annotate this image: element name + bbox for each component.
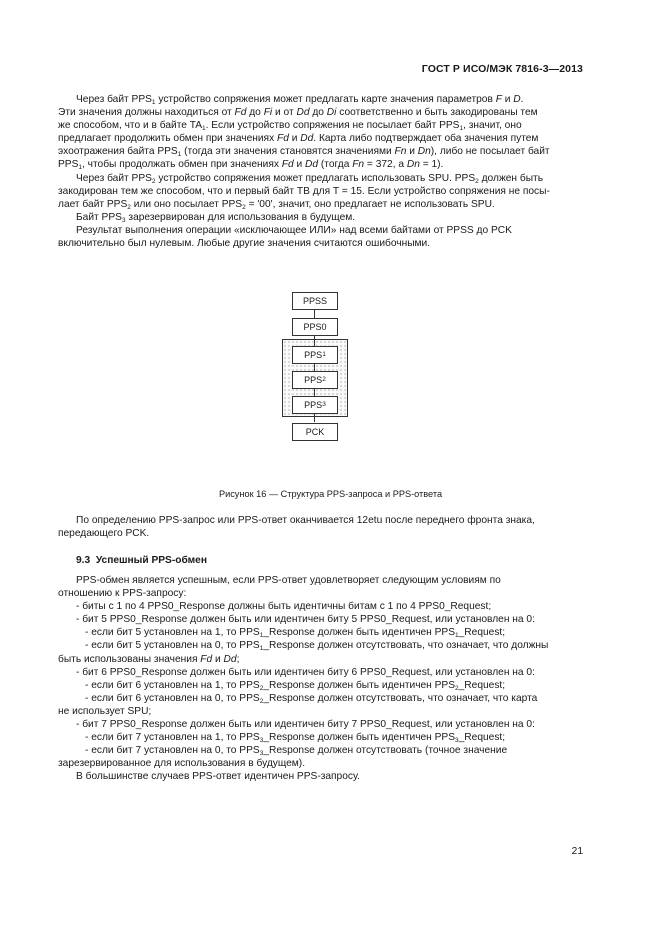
connector-line [314,310,315,318]
connector-line [314,336,315,346]
list-item: - бит 7 PPS0_Response должен быть или идентичен биту 7 PPS0_Request, или установлен на 0: [76,719,535,731]
list-item-continuation: зарезервированное для использования в будущем). [58,758,306,770]
list-item: - если бит 5 установлен на 0, то $PPS_1\_Response$ должен отсутствовать, что означает, что должны [85,640,549,653]
document-header: ГОСТ Р ИСО/МЭК 7816-3—2013 [421,63,583,75]
page-number: 21 [571,846,583,857]
list-item: - если бит 5 установлен на 1, то $PPS_1\_Response$ должен быть идентичен $PPS_1\_Request$; [85,627,506,640]
connector-line [314,364,315,371]
section-heading: 9.3 Успешный PPS-обмен [76,555,207,566]
body-text-etu [58,514,584,540]
list-item: - бит 6 PPS0_Response должен быть или идентичен биту 6 PPS0_Request, или установлен на 0: [76,666,535,678]
list-item: - если бит 7 установлен на 1, то $PPS_3\_Response$ должен быть идентичен $PPS_3\_Request$; [85,732,506,745]
list-item-continuation: быть использованы значения Fd и Dd; [58,653,240,665]
list-item: - если бит 6 установлен на 1, то $PPS_2\_Response$ должен быть идентичен $PPS_2\_Request$; [85,679,506,692]
body-text-top [58,93,584,250]
paragraph-pps2: Через байт $PPS_2$ устройство сопряжения может предлагать использовать SPU. $PPS_2$ должен быть закодирован тем же способом, что и первый байт TB для T = 15. Если устройство сопряжения не посы- лает байт $PPS_2$ или оно посылает $PPS_2$ = '00', значит, оно предлагает не использовать SPU. [58,172,550,211]
paragraph-pps3: Байт $PPS_3$ зарезервирован для использования в будущем. [76,211,356,224]
paragraph-conclusion: В большинстве случаев PPS-ответ идентичен PPS-запросу. [76,771,360,783]
connector-line [314,389,315,396]
byte-box-pck: PCK [292,423,338,441]
pps-structure-diagram [282,291,348,445]
list-item: - биты с 1 по 4 PPS0_Response должны быть идентичны битам с 1 по 4 PPS0_Request; [76,601,492,613]
list-item: - если бит 6 установлен на 0, то $PPS_2\_Response$ должен отсутствовать, что означает, что карта [85,692,538,705]
paragraph-xor: Результат выполнения операции «исключающее ИЛИ» над всеми байтами от PPSS до PCK включительно был нулевым. Любые другие значения считаются ошибочными. [58,224,512,250]
byte-box-pps1: PPS 1 [292,346,338,364]
paragraph-pps1: Через байт $PPS_1$ устройство сопряжения может предлагать карте значения параметров F и D. Эти значения должны находиться от Fd до Fi и от Dd до Di соответственно и быть закодированы тем же способом, что и в байте $TA_1$. Если устройство сопряжения не посылает байт $PPS_1$, значит, оно предлагает продолжить обмен при значениях Fd и Dd. Карта либо подтверждает оба значения путем эхоотражения байта $PPS_1$ (тогда эти значения становятся значениями Fn и Dn), либо не посылает байт $PPS_1$, чтобы продолжать обмен при значениях Fd и Dd (тогда Fn = 372, а Dn = 1). [58,94,550,172]
byte-box-pps0: PPS0 [292,318,338,336]
paragraph-etu: По определению PPS-запрос или PPS-ответ оканчивается 12etu после переднего фронта знака, передающего PCK. [58,515,535,540]
body-text-bottom [58,574,584,784]
list-item-continuation: не использует SPU; [58,705,152,717]
byte-box-pps2: PPS 2 [292,371,338,389]
list-item: - если бит 7 установлен на 0, то $PPS_3\_Response$ должен отсутствовать (точное значение [85,745,508,758]
byte-box-pps3: PPS 3 [292,396,338,414]
figure-caption: Рисунок 16 — Структура PPS-запроса и PPS-ответа [218,489,443,499]
byte-box-ppss: PPSS [292,292,338,310]
paragraph-success: PPS-обмен является успешным, если PPS-ответ удовлетворяет следующим условиям по отношению к PPS-запросу: [58,575,501,600]
list-item: - бит 5 PPS0_Response должен быть или идентичен биту 5 PPS0_Request, или установлен на 0: [76,614,535,626]
connector-line [314,414,315,422]
